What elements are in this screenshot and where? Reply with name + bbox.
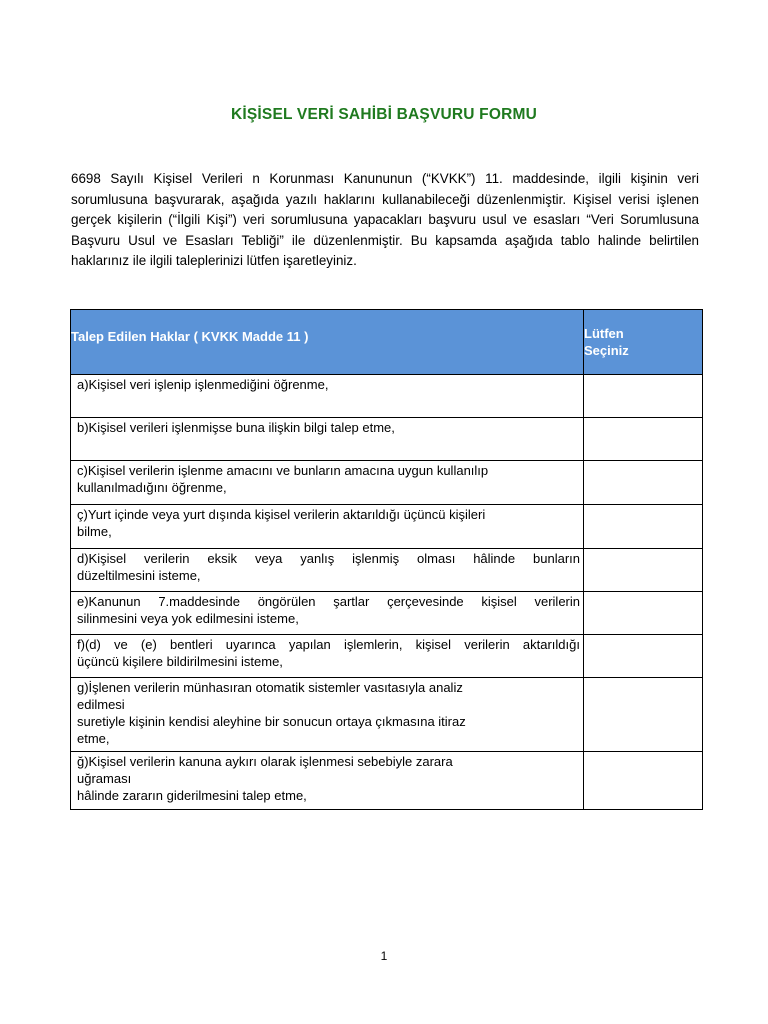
right-description-line: f)(d) ve (e) bentleri uyarınca yapılan işlemlerin, kişisel verilerin aktarıldığı — [77, 637, 580, 652]
right-description-line: suretiyle kişinin kendisi aleyhine bir sonucun ortaya çıkmasına itiraz — [77, 714, 466, 729]
selection-cell[interactable] — [584, 549, 703, 592]
right-description-line: hâlinde zararın giderilmesini talep etme, — [77, 788, 307, 803]
selection-cell[interactable] — [584, 678, 703, 752]
table-row — [71, 375, 703, 418]
right-description-line: d)Kişisel verilerin eksik veya yanlış işlenmiş olması hâlinde bunların — [77, 551, 580, 566]
right-description-line: ğ)Kişisel verilerin kanuna aykırı olarak işlenmesi sebebiyle zarara — [77, 754, 453, 769]
right-description-line: bilme, — [77, 524, 112, 539]
right-description — [71, 592, 584, 635]
right-description — [71, 549, 584, 592]
right-description-line: c)Kişisel verilerin işlenme amacını ve bunların amacına uygun kullanılıp — [77, 463, 489, 478]
right-description-line: uğraması — [77, 771, 132, 786]
right-description — [71, 505, 584, 549]
right-description-line: silinmesini veya yok edilmesini isteme, — [77, 611, 299, 626]
right-description-line: etme, — [77, 731, 110, 746]
table-row — [71, 549, 703, 592]
header-please-select — [584, 310, 703, 375]
header-please-select-line2: Seçiniz — [584, 343, 629, 358]
right-description-line: a)Kişisel veri işlenip işlenmediğini öğrenme, — [77, 377, 329, 392]
selection-cell[interactable] — [584, 635, 703, 678]
right-description — [71, 375, 584, 418]
page-number: 1 — [380, 949, 388, 963]
table-row — [71, 752, 703, 810]
intro-paragraph: 6698 Sayılı Kişisel Verileri n Korunması Kanununun (“KVKK”) 11. maddesinde, ilgili kişinin veri sorumlusuna başvurarak, aşağıda yazılı haklarını kullanabileceği düzenlenmiştir. Kişisel verisi işlenen gerçek kişilerin (“İlgili Kişi”) veri sorumlusuna yapacakları başvuru usul ve esasları “Veri Sorumlusuna Başvuru Usul ve Esasları Tebliği” ile düzenlenmiştir. Bu kapsamda aşağıda tablo halinde belirtilen haklarınız ile ilgili taleplerinizi lütfen işaretleyiniz. — [71, 171, 699, 268]
selection-cell[interactable] — [584, 418, 703, 461]
table-row — [71, 678, 703, 752]
right-description — [71, 752, 584, 810]
right-description — [71, 461, 584, 505]
selection-cell[interactable] — [584, 752, 703, 810]
right-description-line: edilmesi — [77, 697, 125, 712]
right-description-line: düzeltilmesini isteme, — [77, 568, 201, 583]
right-description-line: üçüncü kişilere bildirilmesini isteme, — [77, 654, 283, 669]
right-description-line: g)İşlenen verilerin münhasıran otomatik sistemler vasıtasıyla analiz — [77, 680, 463, 695]
form-title: KİŞİSEL VERİ SAHİBİ BAŞVURU FORMU — [230, 106, 537, 123]
right-description — [71, 678, 584, 752]
right-description-line: kullanılmadığını öğrenme, — [77, 480, 227, 495]
selection-cell[interactable] — [584, 505, 703, 549]
table-row — [71, 592, 703, 635]
header-please-select-line1: Lütfen — [584, 326, 624, 341]
table-row — [71, 418, 703, 461]
table-row — [71, 635, 703, 678]
right-description — [71, 418, 584, 461]
table-row — [71, 461, 703, 505]
rights-table — [70, 309, 703, 810]
selection-cell[interactable] — [584, 375, 703, 418]
right-description-line: b)Kişisel verileri işlenmişse buna ilişkin bilgi talep etme, — [77, 420, 395, 435]
right-description-line: ç)Yurt içinde veya yurt dışında kişisel verilerin aktarıldığı üçüncü kişileri — [77, 507, 486, 522]
right-description — [71, 635, 584, 678]
selection-cell[interactable] — [584, 461, 703, 505]
selection-cell[interactable] — [584, 592, 703, 635]
table-header-row — [71, 310, 703, 375]
table-row — [71, 505, 703, 549]
header-requested-rights: Talep Edilen Haklar ( KVKK Madde 11 ) — [71, 310, 584, 375]
right-description-line: e)Kanunun 7.maddesinde öngörülen şartlar çerçevesinde kişisel verilerin — [77, 594, 580, 609]
